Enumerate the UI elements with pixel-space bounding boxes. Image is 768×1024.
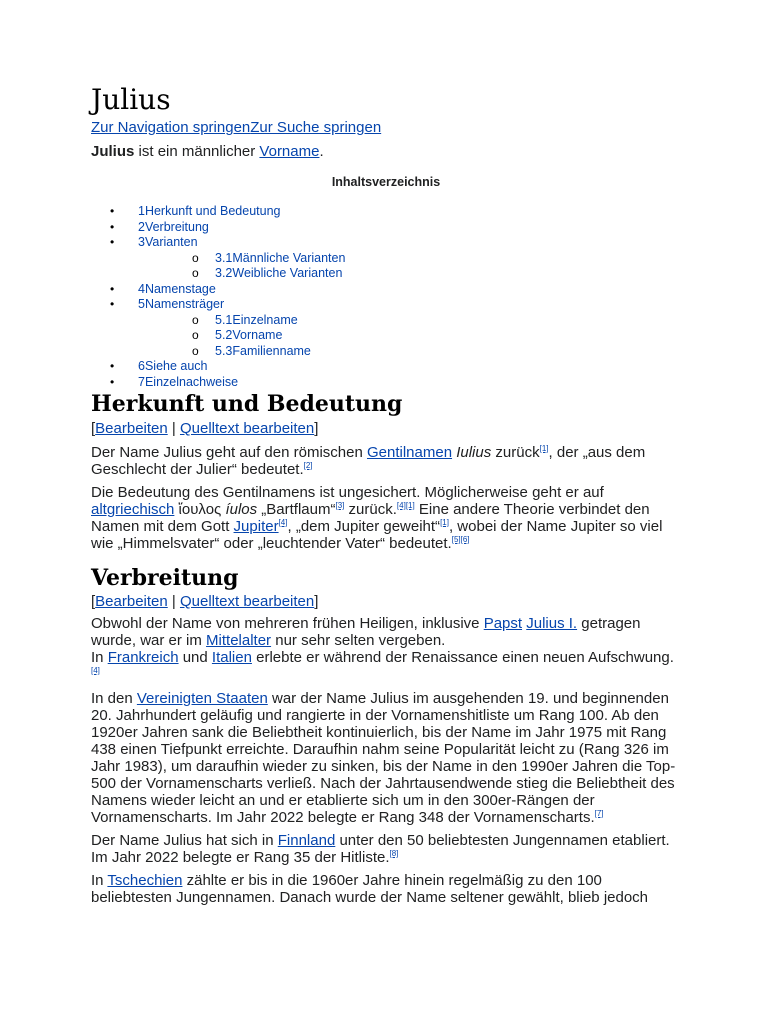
reference-marker: [540, 444, 549, 453]
toc-link-weibliche-varianten[interactable]: 3.2Weibliche Varianten: [215, 266, 343, 280]
edit-bracket: [: [91, 593, 96, 610]
reference-link[interactable]: [4]: [91, 666, 100, 675]
toc-link-einzelname[interactable]: 5.1Einzelname: [215, 312, 298, 327]
reference-link[interactable]: [8]: [389, 849, 399, 858]
reference-marker: [595, 809, 604, 818]
edit-bracket: [: [91, 420, 96, 437]
toc-link-einzelnachweise[interactable]: 7Einzelnachweise: [138, 374, 239, 389]
toc-subitem: [91, 313, 681, 329]
paragraph: Der Name Julius geht auf den römischen Gentilnamen Iulius zurück[1], der „aus dem Geschlecht der Julier“ bedeutet.[2]: [91, 444, 646, 478]
toc-subitem: [91, 266, 681, 282]
edit-link[interactable]: Bearbeiten: [95, 420, 168, 437]
toc-link-namenstage[interactable]: 4Namenstage: [138, 281, 216, 296]
section-edit-links: [91, 419, 681, 439]
toc-item: [91, 359, 681, 375]
reference-link[interactable]: [6]: [460, 535, 470, 544]
edit-source-link[interactable]: Quelltext bearbeiten: [179, 420, 315, 437]
toc-item: [91, 235, 681, 251]
section-heading-verbreitung: Verbreitung: [91, 565, 239, 591]
table-of-contents: [91, 204, 681, 390]
reference-link[interactable]: [5]: [451, 535, 461, 544]
toc-link-herkunft[interactable]: 1Herkunft und Bedeutung: [138, 204, 281, 218]
intro-paragraph: [91, 143, 681, 160]
mittelalter-link[interactable]: Mittelalter: [206, 632, 272, 649]
jump-links: [91, 118, 681, 138]
toc-link-verbreitung[interactable]: 2Verbreitung: [138, 219, 209, 234]
toc-link-varianten[interactable]: 3Varianten: [138, 235, 198, 249]
toc-item: [91, 220, 681, 236]
edit-separator: |: [167, 420, 180, 437]
edit-bracket: ]: [314, 593, 319, 610]
reference-link[interactable]: [7]: [594, 809, 604, 818]
toc-link-familienname[interactable]: 5.3Familienname: [215, 343, 311, 358]
reference-marker: [440, 518, 449, 527]
paragraph: Die Bedeutung des Gentilnamens ist ungesichert. Möglicherweise geht er auf altgriechisch ἴουλος íulos „Bartflaum“[3] zurück.[4][1] Eine andere Theorie verbindet den Namen mit dem Gott Jupiter[4], „dem Jupiter geweiht“[1], wobei der Name Jupiter so viel wie „Himmelsvater“ oder „leuchtender Vater“ bedeutet.[5][6]: [91, 484, 663, 552]
reference-link[interactable]: [1]: [539, 444, 549, 453]
reference-link[interactable]: [3]: [335, 501, 345, 510]
page-title: Julius: [91, 83, 171, 116]
toc-link-maennliche-varianten[interactable]: 3.1Männliche Varianten: [215, 250, 346, 265]
toc-subitem: [91, 251, 681, 267]
paragraph: In den Vereinigten Staaten war der Name Julius im ausgehenden 19. und beginnenden 20. Jahrhundert geläufig und rangierte in der Vornamenshitliste um Rang 100. Ab den 1920er Jahren sank die Beliebtheit kontinuierlich, bis der Name im Jahr 1975 mit Rang 438 einen Tiefpunkt erreichte. Daraufhin nahm seine Popularität leicht zu (Rang 326 im Jahr 1983), um daraufhin wieder zu sinken, bis der Name in den 1990er Jahren die Top-500 der Vornamenscharts verließ. Nach der Jahrtausendwende stieg die Beliebtheit des Namens wieder leicht an und er etablierte sich um in den 300er-Rängen der Vornamenscharts. Im Jahr 2022 belegte er Rang 348 der Vornamenscharts.[7]: [91, 690, 676, 826]
toc-subitem: [91, 344, 681, 360]
toc-item: [91, 204, 681, 220]
gentilnamen-link[interactable]: Gentilnamen: [366, 444, 453, 461]
section-edit-links: [91, 592, 681, 612]
reference-marker: [397, 501, 415, 510]
reference-marker: [390, 849, 399, 858]
reference-marker: [91, 666, 100, 675]
reference-link[interactable]: [4]: [278, 518, 288, 527]
intro-end: .: [319, 143, 324, 160]
reference-link[interactable]: [4]: [396, 501, 406, 510]
jump-to-navigation-link[interactable]: Zur Navigation springen: [91, 119, 251, 136]
edit-link[interactable]: Bearbeiten: [95, 593, 168, 610]
reference-link[interactable]: [1]: [405, 501, 415, 510]
reference-marker: [304, 461, 313, 470]
toc-link-namenstraeger[interactable]: 5Namensträger: [138, 297, 225, 311]
edit-bracket: ]: [314, 420, 319, 437]
edit-separator: |: [167, 593, 180, 610]
vereinigte-staaten-link[interactable]: Vereinigten Staaten: [136, 690, 268, 707]
reference-marker: [452, 535, 470, 544]
toc-item: [91, 297, 681, 313]
jupiter-link[interactable]: Jupiter: [233, 518, 279, 535]
toc-item: [91, 375, 681, 391]
papst-link[interactable]: Papst: [483, 615, 523, 632]
reference-link[interactable]: [2]: [303, 461, 313, 470]
toc-link-siehe-auch[interactable]: 6Siehe auch: [138, 359, 208, 373]
toc-item: [91, 282, 681, 298]
frankreich-link[interactable]: Frankreich: [107, 649, 179, 666]
edit-source-link[interactable]: Quelltext bearbeiten: [179, 593, 315, 610]
paragraph: In Tschechien zählte er bis in die 1960er Jahre hinein regelmäßig zu den 100 beliebtesten Jungennamen. Danach wurde der Name seltener gewählt, blieb jedoch: [91, 872, 649, 906]
toc-title: Inhaltsverzeichnis: [331, 175, 441, 189]
finnland-link[interactable]: Finnland: [277, 832, 336, 849]
jump-to-search-link[interactable]: Zur Suche springen: [250, 119, 382, 136]
paragraph: Der Name Julius hat sich in Finnland unter den 50 beliebtesten Jungennamen etabliert. Im Jahr 2022 belegte er Rang 35 der Hitliste.[8]: [91, 832, 670, 866]
section-heading-herkunft: Herkunft und Bedeutung: [91, 391, 403, 417]
reference-link[interactable]: [1]: [440, 518, 449, 527]
tschechien-link[interactable]: Tschechien: [107, 872, 183, 889]
article-content: [91, 84, 681, 906]
intro-text: ist ein männlicher: [134, 143, 260, 160]
toc-subitem: [91, 328, 681, 344]
vorname-link[interactable]: Vorname: [259, 143, 320, 160]
italien-link[interactable]: Italien: [211, 649, 252, 666]
altgriechisch-link[interactable]: altgriechisch: [91, 501, 175, 518]
intro-bold-name: Julius: [91, 143, 135, 160]
julius-i-link[interactable]: Julius I.: [526, 615, 578, 632]
toc-link-vorname[interactable]: 5.2Vorname: [215, 328, 283, 342]
paragraph: Obwohl der Name von mehreren frühen Heiligen, inklusive Papst Julius I. getragen wurde, war er im Mittelalter nur sehr selten vergeben. In Frankreich und Italien erlebte er während der Renaissance einen neuen Aufschwung.[4]: [91, 615, 674, 675]
